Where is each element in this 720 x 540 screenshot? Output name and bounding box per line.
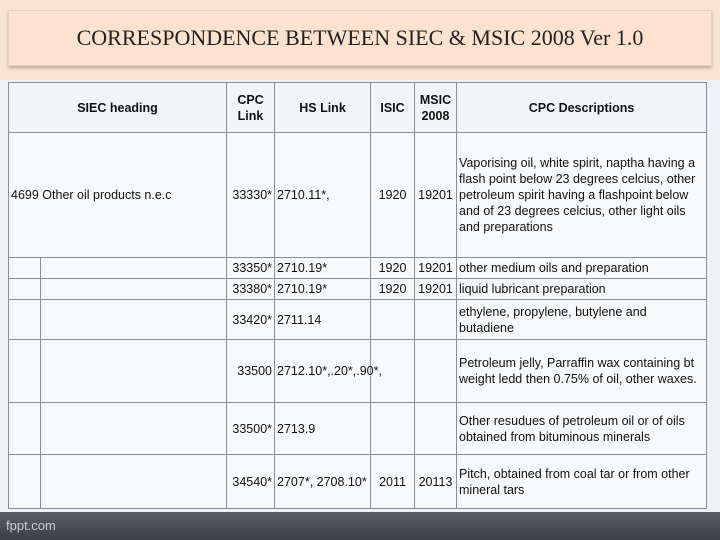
- footer-bar: [0, 512, 720, 540]
- header-siec: SIEC heading: [9, 83, 227, 133]
- isic-cell: 1920: [371, 133, 415, 258]
- header-hs-link: HS Link: [275, 83, 371, 133]
- desc-cell: other medium oils and preparation: [457, 258, 707, 279]
- msic-cell: [415, 300, 457, 340]
- cpc-cell: 33350*: [227, 258, 275, 279]
- isic-cell: [371, 300, 415, 340]
- siec-cell: [9, 133, 227, 258]
- hs-cell: 2710.19*: [275, 258, 371, 279]
- hs-cell: 2707*, 2708.10*: [275, 455, 371, 509]
- cpc-cell: 34540*: [227, 455, 275, 509]
- table-row: [9, 403, 707, 455]
- cpc-cell: 33500*: [227, 403, 275, 455]
- table-row: [9, 258, 707, 279]
- header-isic: ISIC: [371, 83, 415, 133]
- desc-cell: Other resudues of petroleum oil or of oils obtained from bituminous minerals: [457, 403, 707, 455]
- hs-cell: 2710.19*: [275, 279, 371, 300]
- slide-title: CORRESPONDENCE BETWEEN SIEC & MSIC 2008 Ver 1.0: [8, 10, 712, 66]
- desc-cell: Vaporising oil, white spirit, naptha having a flash point below 23 degrees celcius, other petroleum spirit having a flashpoint below and of 23 degrees celcius, other light oils and preparations: [457, 133, 707, 258]
- table-row: [9, 279, 707, 300]
- header-row: [9, 83, 707, 133]
- isic-cell: [371, 403, 415, 455]
- header-cpc-link: CPC Link: [227, 83, 275, 133]
- table-row: [9, 455, 707, 509]
- correspondence-table: [8, 82, 707, 509]
- msic-cell: 20113: [415, 455, 457, 509]
- msic-cell: [415, 403, 457, 455]
- msic-cell: 19201: [415, 279, 457, 300]
- cpc-cell: 33500: [227, 340, 275, 403]
- table-row: [9, 133, 707, 258]
- table-row: [9, 340, 707, 403]
- hs-cell: 2710.11*,: [275, 133, 371, 258]
- cpc-cell: 33420*: [227, 300, 275, 340]
- isic-cell: 1920: [371, 258, 415, 279]
- table-row: [9, 300, 707, 340]
- hs-cell: 2712.10*,.20*,.90*,: [275, 340, 371, 403]
- header-cpc-descriptions: CPC Descriptions: [457, 83, 707, 133]
- desc-cell: Pitch, obtained from coal tar or from other mineral tars: [457, 455, 707, 509]
- siec-code: 4699: [11, 188, 39, 202]
- header-msic: MSIC 2008: [415, 83, 457, 133]
- siec-heading: Other oil products n.e.c: [42, 188, 172, 202]
- footer-brand: fppt.com: [6, 518, 56, 533]
- cpc-cell: 33380*: [227, 279, 275, 300]
- cpc-cell: 33330*: [227, 133, 275, 258]
- desc-cell: ethylene, propylene, butylene and butadiene: [457, 300, 707, 340]
- msic-cell: [415, 340, 457, 403]
- hs-cell: 2713.9: [275, 403, 371, 455]
- desc-cell: liquid lubricant preparation: [457, 279, 707, 300]
- isic-cell: 2011: [371, 455, 415, 509]
- isic-cell: 1920: [371, 279, 415, 300]
- hs-cell: 2711.14: [275, 300, 371, 340]
- desc-cell: Petroleum jelly, Parraffin wax containing bt weight ledd then 0.75% of oil, other waxes.: [457, 340, 707, 403]
- msic-cell: 19201: [415, 258, 457, 279]
- msic-cell: 19201: [415, 133, 457, 258]
